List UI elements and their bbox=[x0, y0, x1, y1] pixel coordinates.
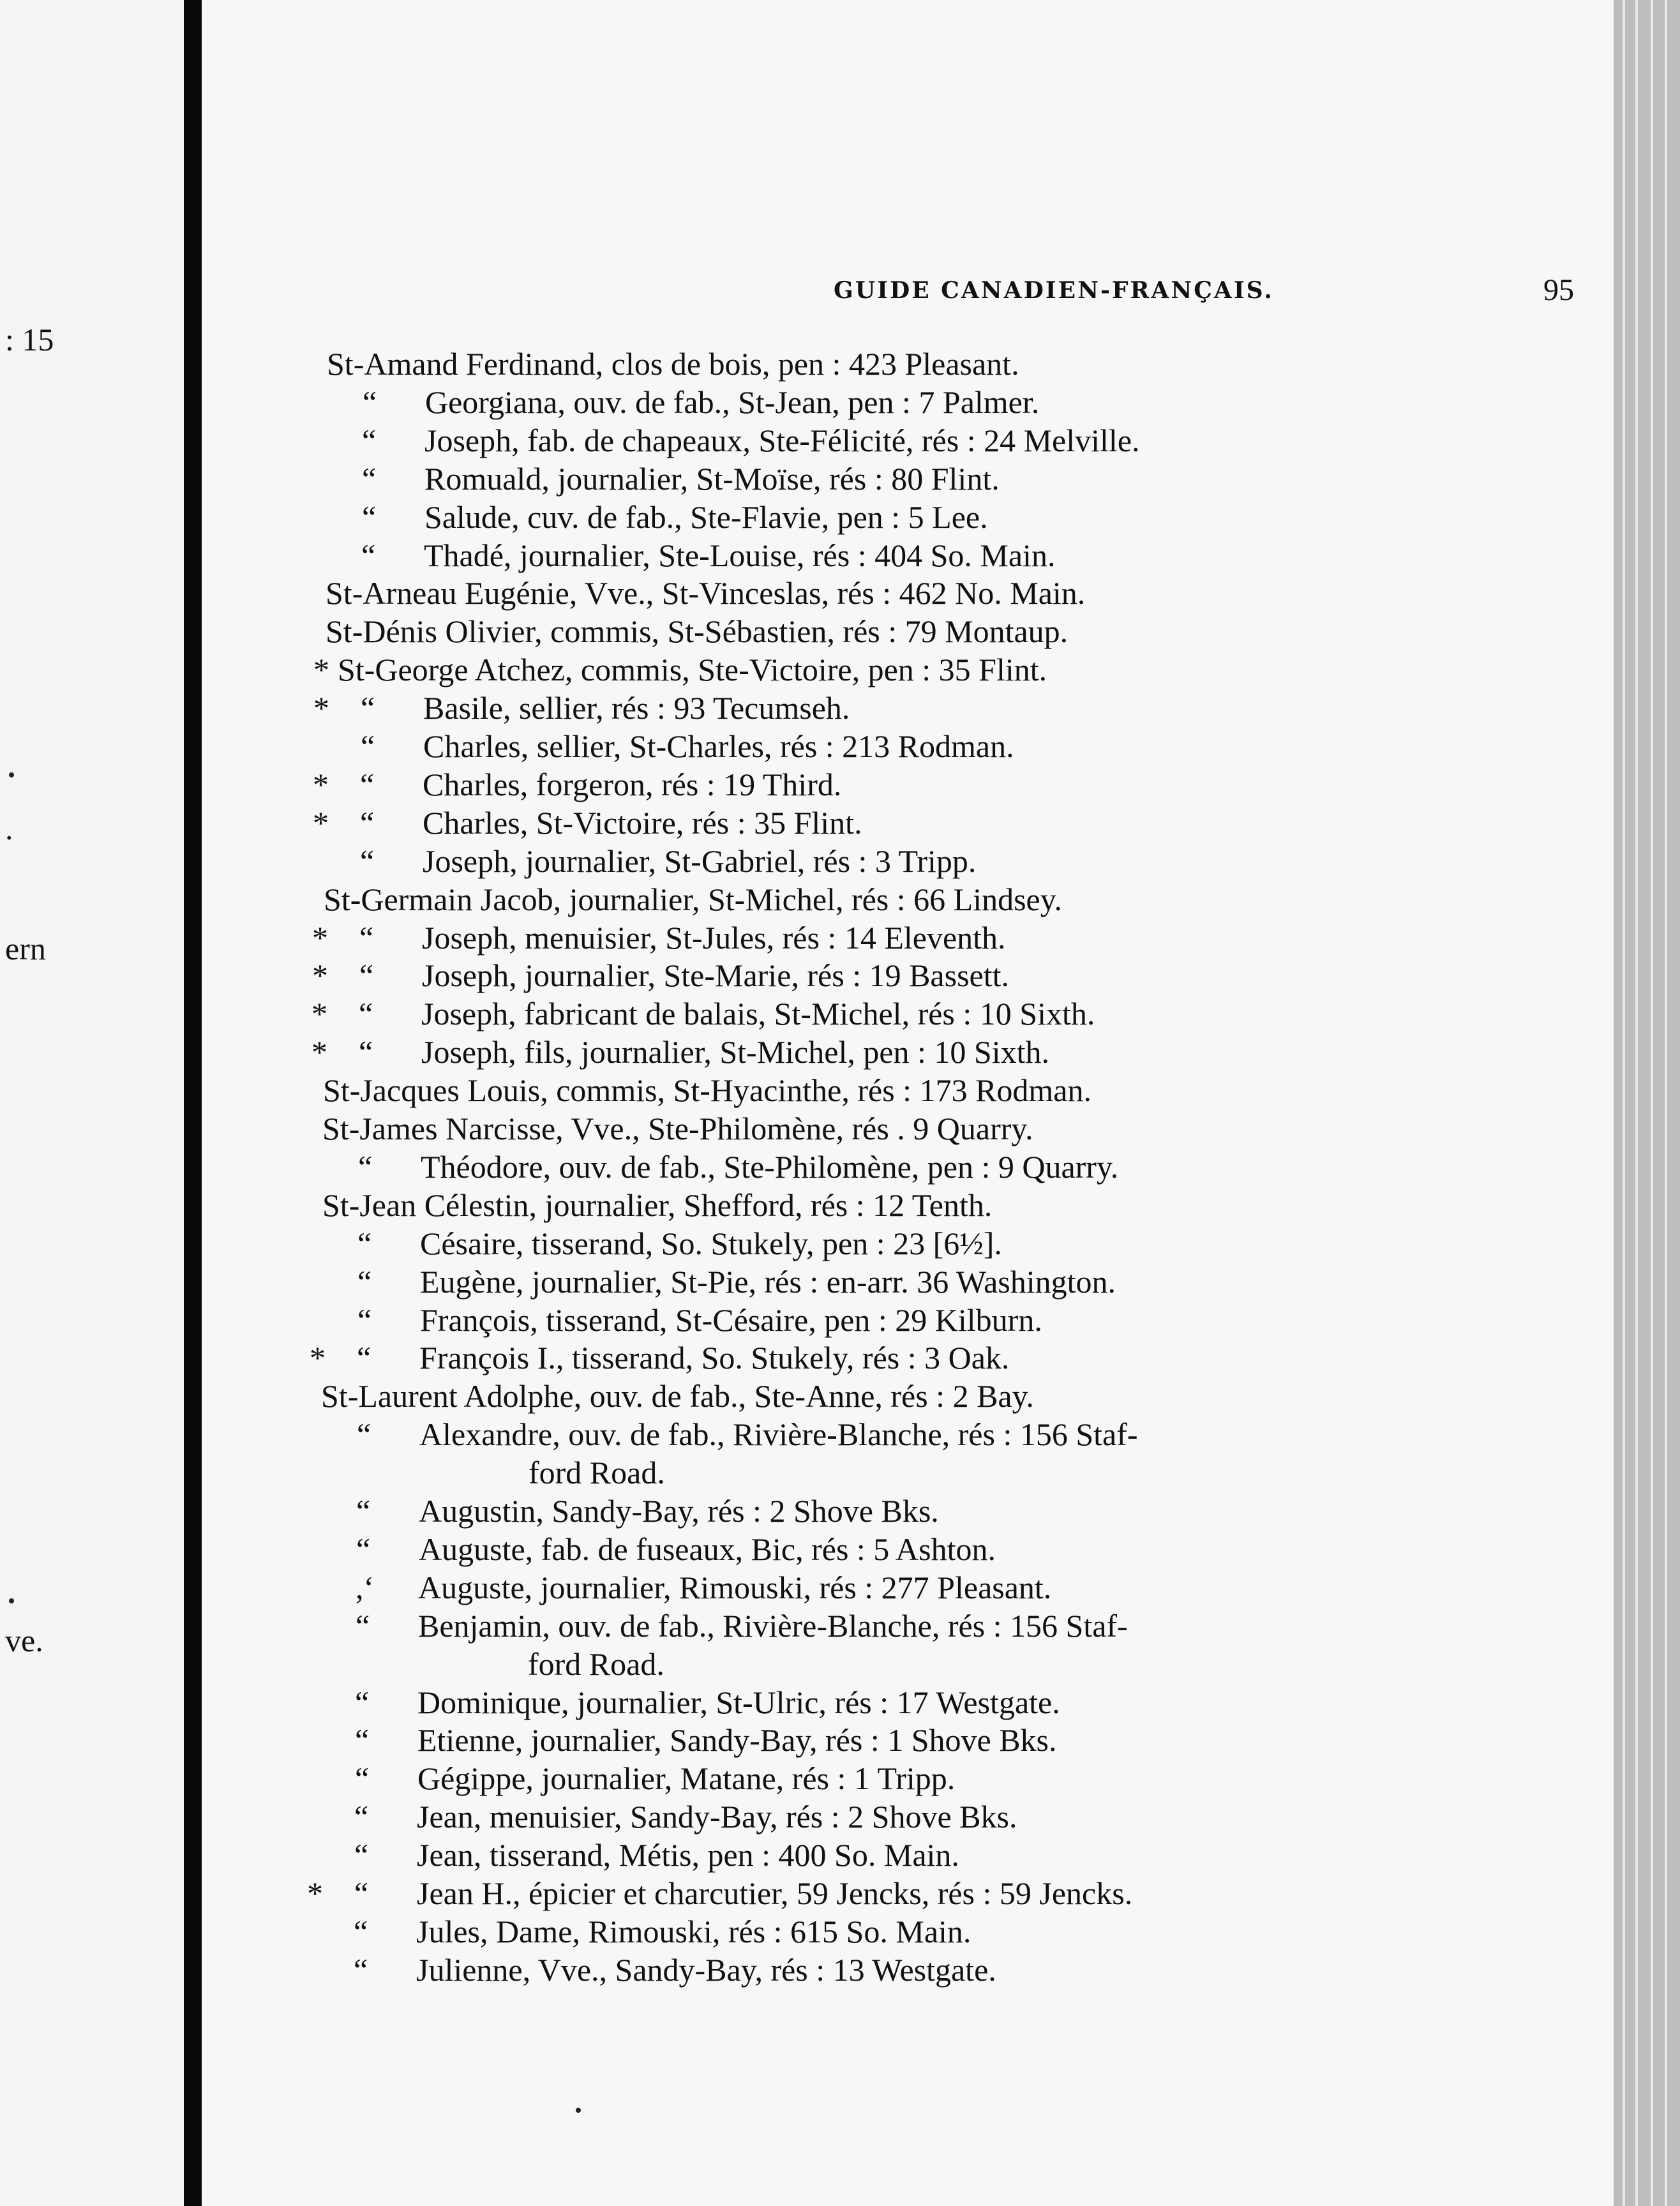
header-title: GUIDE CANADIEN-FRANÇAIS. bbox=[834, 277, 1274, 304]
entry-text: St-George Atchez, commis, Ste-Victoire, pen : 35 Flint. bbox=[338, 652, 1047, 687]
ditto-mark: “ bbox=[359, 1034, 373, 1070]
entry-text: St-Jacques Louis, commis, St-Hyacinthe, rés : 173 Rodman. bbox=[323, 1072, 1092, 1108]
asterisk-marker: * bbox=[310, 1340, 326, 1376]
entry-text: Joseph, journalier, St-Gabriel, rés : 3 Tripp. bbox=[423, 843, 977, 879]
ditto-mark: “ bbox=[356, 1531, 371, 1567]
speck bbox=[9, 1598, 14, 1603]
margin-fragment: : 15 bbox=[5, 322, 54, 357]
entry-text: Charles, St-Victoire, rés : 35 Flint. bbox=[423, 805, 862, 841]
page-number: 95 bbox=[1543, 273, 1574, 307]
entry-text: Césaire, tisserand, So. Stukely, pen : 23 [6½]. bbox=[420, 1226, 1002, 1261]
ditto-mark: “ bbox=[360, 805, 375, 841]
entry-text: Georgiana, ouv. de fab., St-Jean, pen : 7 Palmer. bbox=[425, 384, 1040, 420]
entry-text: Joseph, fabricant de balais, St-Michel, rés : 10 Sixth. bbox=[421, 996, 1095, 1032]
asterisk-marker: * bbox=[313, 805, 329, 841]
entry-text: St-Germain Jacob, journalier, St-Michel, rés : 66 Lindsey. bbox=[324, 882, 1062, 917]
ditto-mark: “ bbox=[355, 1685, 370, 1720]
entry-text: Julienne, Vve., Sandy-Bay, rés : 13 Westgate. bbox=[416, 1952, 996, 1988]
ditto-mark: “ bbox=[357, 1416, 371, 1452]
entry-text: Benjamin, ouv. de fab., Rivière-Blanche, rés : 156 Staf- bbox=[418, 1608, 1128, 1644]
previous-page-edge bbox=[0, 0, 184, 2206]
entry-text: Alexandre, ouv. de fab., Rivière-Blanche, rés : 156 Staf- bbox=[419, 1416, 1138, 1452]
asterisk-marker: * bbox=[307, 1875, 323, 1911]
asterisk-marker: * bbox=[311, 996, 327, 1032]
asterisk-marker: * bbox=[311, 1034, 327, 1070]
ditto-mark: “ bbox=[361, 537, 376, 573]
asterisk-marker: * bbox=[313, 652, 329, 687]
ditto-mark: “ bbox=[354, 1837, 369, 1873]
asterisk-marker: * bbox=[312, 920, 328, 956]
margin-fragment: . bbox=[5, 811, 13, 846]
entry-text: St-Amand Ferdinand, clos de bois, pen : 423 Pleasant. bbox=[327, 346, 1019, 382]
page-stack-edge bbox=[1614, 0, 1680, 2206]
speck bbox=[9, 772, 14, 777]
ditto-mark: “ bbox=[357, 1340, 371, 1376]
ditto-mark: “ bbox=[358, 1149, 373, 1185]
entry-text: Thadé, journalier, Ste-Louise, rés : 404 So. Main. bbox=[424, 537, 1056, 573]
ditto-mark: “ bbox=[354, 1952, 368, 1988]
entry-text: St-James Narcisse, Vve., Ste-Philomène, rés . 9 Quarry. bbox=[322, 1111, 1033, 1146]
ditto-mark: “ bbox=[359, 920, 374, 956]
running-header bbox=[834, 268, 1574, 313]
entry-text: Jean, tisserand, Métis, pen : 400 So. Main. bbox=[417, 1837, 959, 1873]
entry-text: Eugène, journalier, St-Pie, rés : en-arr. 36 Washington. bbox=[420, 1264, 1116, 1300]
ditto-mark: “ bbox=[363, 384, 377, 420]
ditto-mark: ,‘ bbox=[356, 1570, 375, 1605]
book-gutter bbox=[184, 0, 202, 2206]
entry-text: ford Road. bbox=[528, 1646, 664, 1682]
ditto-mark: “ bbox=[354, 1875, 369, 1911]
entry-text: Auguste, journalier, Rimouski, rés : 277 Pleasant. bbox=[418, 1570, 1052, 1605]
entry-text: Auguste, fab. de fuseaux, Bic, rés : 5 Ashton. bbox=[419, 1531, 996, 1567]
page bbox=[202, 0, 1614, 2206]
ditto-mark: “ bbox=[359, 996, 373, 1032]
entry-text: Jules, Dame, Rimouski, rés : 615 So. Main. bbox=[416, 1914, 971, 1949]
ditto-mark: “ bbox=[361, 728, 375, 764]
entry-text: St-Arneau Eugénie, Vve., St-Vinceslas, rés : 462 No. Main. bbox=[326, 575, 1086, 611]
entry-text: St-Dénis Olivier, commis, St-Sébastien, rés : 79 Montaup. bbox=[326, 613, 1069, 649]
ditto-mark: “ bbox=[362, 499, 377, 535]
ditto-mark: “ bbox=[355, 1760, 370, 1796]
entry-text: Etienne, journalier, Sandy-Bay, rés : 1 Shove Bks. bbox=[417, 1722, 1057, 1758]
ditto-mark: “ bbox=[360, 767, 375, 802]
entry-text: St-Laurent Adolphe, ouv. de fab., Ste-Anne, rés : 2 Bay. bbox=[321, 1378, 1034, 1414]
asterisk-marker: * bbox=[312, 957, 328, 993]
ditto-mark: “ bbox=[357, 1226, 372, 1261]
ditto-mark: “ bbox=[354, 1799, 369, 1835]
entry-text: Jean, menuisier, Sandy-Bay, rés : 2 Shove Bks. bbox=[417, 1799, 1017, 1835]
entry-text: Charles, forgeron, rés : 19 Third. bbox=[423, 767, 842, 802]
asterisk-marker: * bbox=[313, 690, 329, 726]
ditto-mark: “ bbox=[362, 461, 377, 497]
entry-text: Théodore, ouv. de fab., Ste-Philomène, pen : 9 Quarry. bbox=[421, 1149, 1119, 1185]
entry-text: ford Road. bbox=[529, 1455, 665, 1490]
entry-text: Dominique, journalier, St-Ulric, rés : 17 Westgate. bbox=[417, 1685, 1060, 1720]
entry-text: Gégippe, journalier, Matane, rés : 1 Tripp. bbox=[417, 1760, 956, 1796]
margin-fragment: ve. bbox=[5, 1623, 43, 1658]
ditto-mark: “ bbox=[356, 1493, 371, 1529]
ditto-mark: “ bbox=[356, 1608, 370, 1644]
entry-text: Charles, sellier, St-Charles, rés : 213 Rodman. bbox=[423, 728, 1014, 764]
entry-text: Joseph, fab. de chapeaux, Ste-Félicité, rés : 24 Melville. bbox=[424, 423, 1140, 458]
entry-text: François I., tisserand, So. Stukely, rés : 3 Oak. bbox=[419, 1340, 1010, 1376]
ditto-mark: “ bbox=[362, 423, 377, 458]
speck bbox=[576, 2108, 581, 2113]
ditto-mark: “ bbox=[360, 843, 375, 879]
ditto-mark: “ bbox=[354, 1914, 368, 1949]
entry-text: Joseph, menuisier, St-Jules, rés : 14 Eleventh. bbox=[422, 920, 1006, 956]
ditto-mark: “ bbox=[355, 1722, 370, 1758]
asterisk-marker: * bbox=[313, 767, 329, 802]
margin-fragment: ern bbox=[5, 931, 46, 966]
entry-text: François, tisserand, St-Césaire, pen : 29 Kilburn. bbox=[420, 1302, 1042, 1338]
entry-text: Joseph, fils, journalier, St-Michel, pen : 10 Sixth. bbox=[421, 1034, 1050, 1070]
entry-text: Salude, cuv. de fab., Ste-Flavie, pen : 5 Lee. bbox=[424, 499, 988, 535]
entry-text: Basile, sellier, rés : 93 Tecumseh. bbox=[423, 690, 850, 726]
entry-text: St-Jean Célestin, journalier, Shefford, rés : 12 Tenth. bbox=[322, 1187, 993, 1223]
ditto-mark: “ bbox=[361, 690, 375, 726]
ditto-mark: “ bbox=[357, 1302, 372, 1338]
entry-text: Romuald, journalier, St-Moïse, rés : 80 Flint. bbox=[424, 461, 1000, 497]
ditto-mark: “ bbox=[359, 957, 374, 993]
ditto-mark: “ bbox=[357, 1264, 372, 1300]
entry-text: Jean H., épicier et charcutier, 59 Jencks, rés : 59 Jencks. bbox=[417, 1875, 1133, 1911]
entry-text: Joseph, journalier, Ste-Marie, rés : 19 Bassett. bbox=[422, 957, 1010, 993]
entry-text: Augustin, Sandy-Bay, rés : 2 Shove Bks. bbox=[419, 1493, 939, 1529]
